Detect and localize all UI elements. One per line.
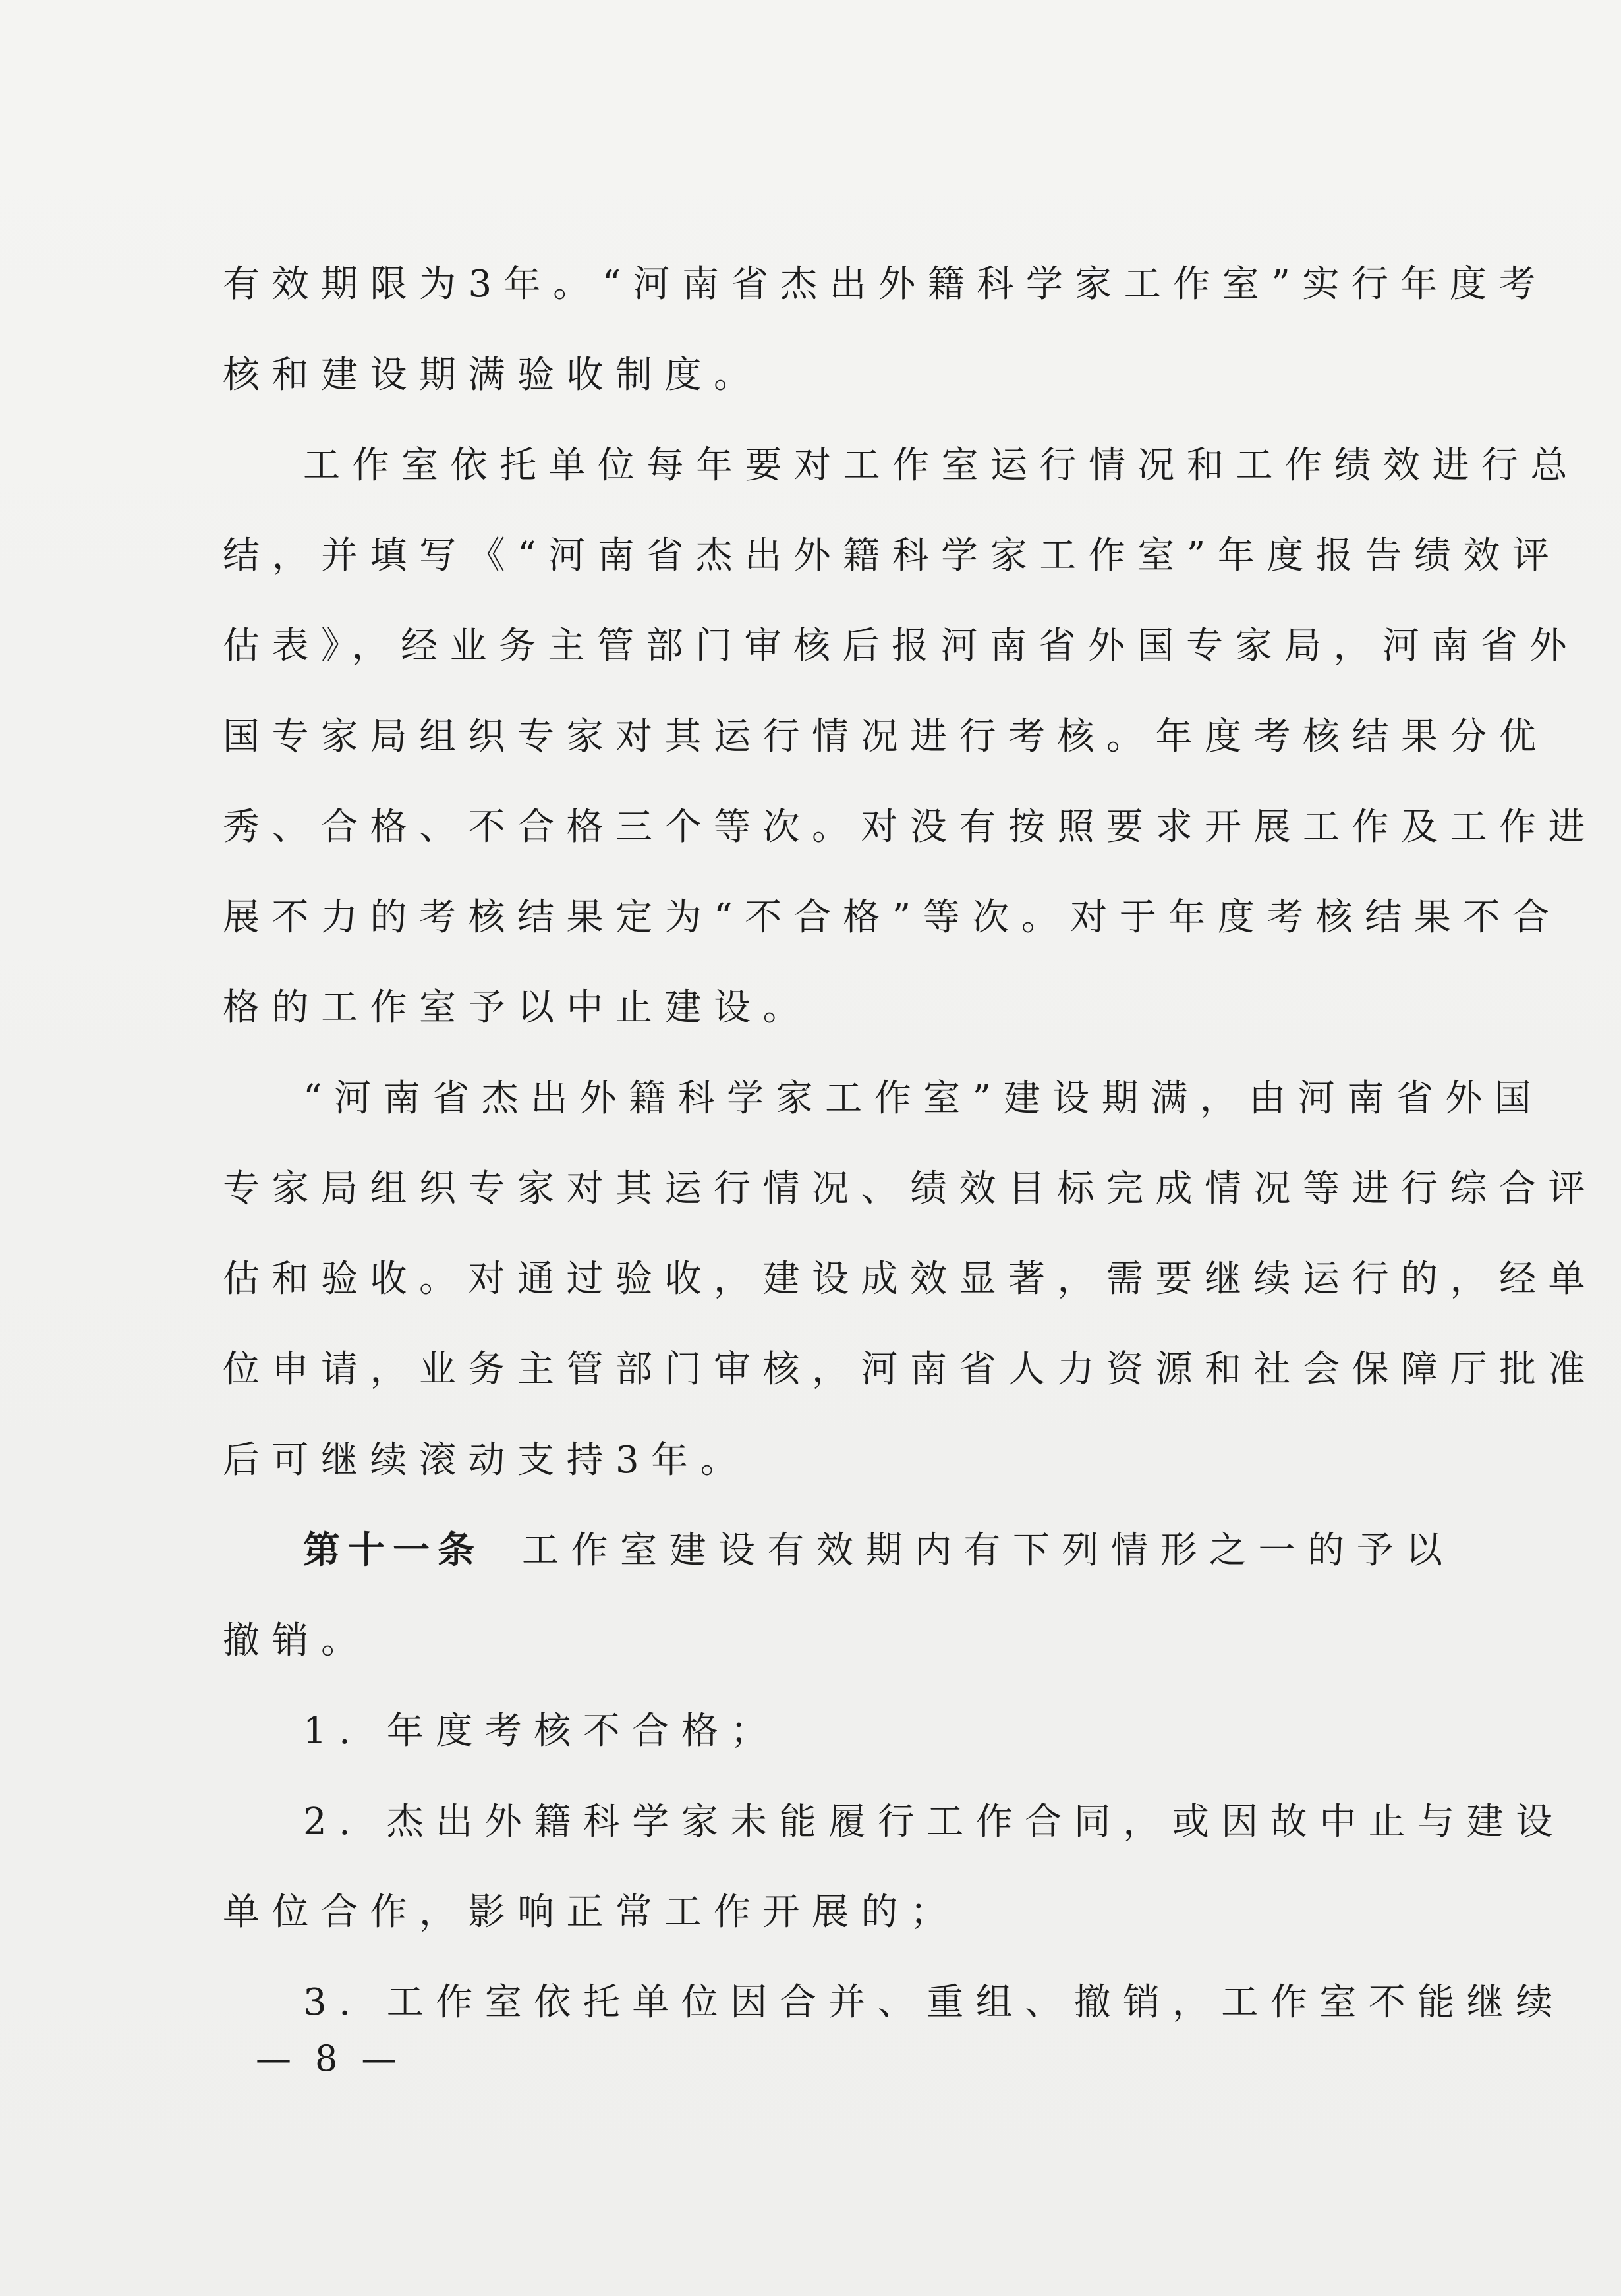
text-line: “河南省杰出外籍科学家工作室”建设期满，由河南省外国 — [303, 1077, 1544, 1120]
list-item: 单位合作，影响正常工作开展的； — [223, 1891, 959, 1934]
article-text: 工作室建设有效期内有下列情形之一的予以 — [522, 1529, 1455, 1572]
list-item: 3. 工作室依托单位因合并、重组、撤销，工作室不能继续 — [303, 1981, 1565, 2024]
article-heading: 第十一条 — [303, 1529, 482, 1572]
text-line: 估和验收。对通过验收，建设成效显著，需要继续运行的，经单 — [223, 1258, 1597, 1301]
page-number: 8 — [315, 2038, 338, 2079]
text-line: 展不力的考核结果定为“不合格”等次。对于年度考核结果不合 — [223, 896, 1562, 939]
page-footer — [256, 2032, 397, 2085]
text-line: 撤销。 — [223, 1619, 370, 1662]
text-line: 工作室依托单位每年要对工作室运行情况和工作绩效进行总 — [303, 444, 1579, 487]
text-line: 格的工作室予以中止建设。 — [223, 986, 812, 1029]
text-line: 专家局组织专家对其运行情况、绩效目标完成情况等进行综合评 — [223, 1167, 1597, 1210]
footer-dash-left: — — [256, 2038, 291, 2079]
text-line: 核和建设期满验收制度。 — [223, 354, 763, 397]
text-line: 有效期限为3年。“河南省杰出外籍科学家工作室”实行年度考 — [223, 263, 1548, 306]
list-item: 2. 杰出外籍科学家未能履行工作合同，或因故中止与建设 — [303, 1801, 1565, 1843]
text-line: 估表》，经业务主管部门审核后报河南省外国专家局，河南省外 — [223, 625, 1579, 667]
text-line: 国专家局组织专家对其运行情况进行考核。年度考核结果分优 — [223, 715, 1549, 758]
article-line — [303, 1525, 1455, 1577]
text-line: 位申请，业务主管部门审核，河南省人力资源和社会保障厅批准 — [223, 1348, 1597, 1391]
text-line: 后可继续滚动支持3年。 — [223, 1439, 750, 1482]
list-item: 1. 年度考核不合格； — [303, 1710, 780, 1752]
text-line: 结，并填写《“河南省杰出外籍科学家工作室”年度报告绩效评 — [223, 534, 1562, 577]
footer-dash-right: — — [361, 2038, 397, 2079]
text-line: 秀、合格、不合格三个等次。对没有按照要求开展工作及工作进 — [223, 806, 1597, 849]
